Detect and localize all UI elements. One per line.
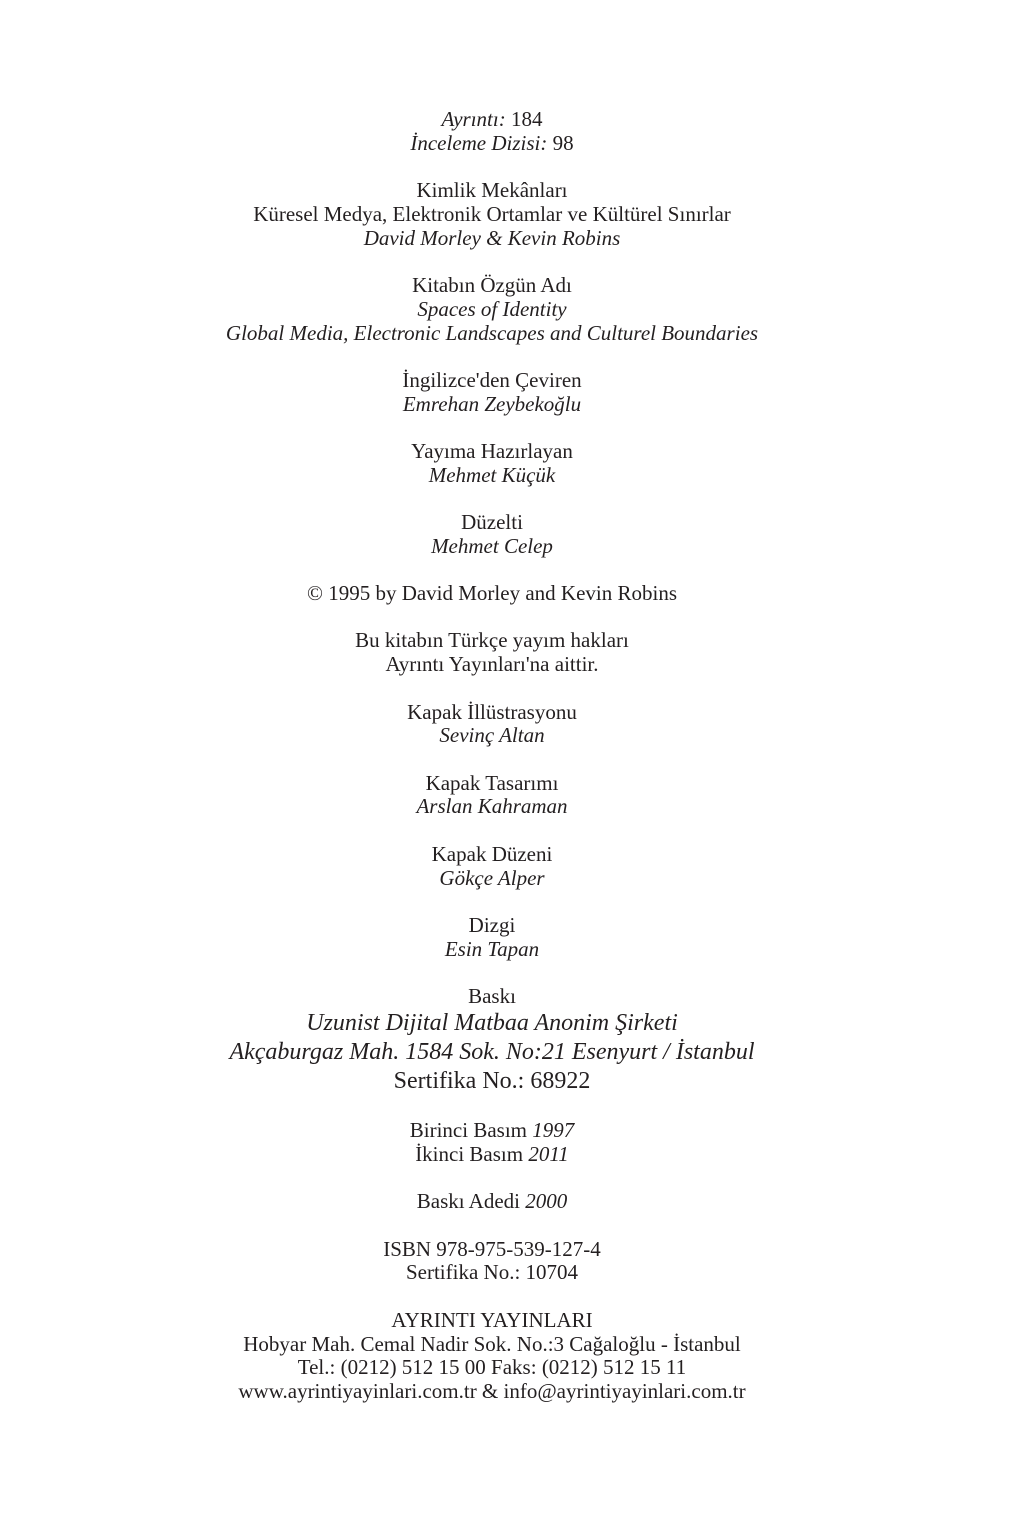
book-subtitle: Küresel Medya, Elektronik Ortamlar ve Kültürel Sınırlar [253,201,731,226]
book-authors: David Morley & Kevin Robins [363,225,621,250]
second-edition-year: 2011 [528,1142,569,1167]
cover-illustration-name: Sevinç Altan [439,723,545,748]
copyright-notice: © 1995 by David Morley and Kevin Robins [306,581,677,606]
series-ayrinti-label: Ayrıntı: [441,107,506,131]
series-ayrinti [0,108,984,132]
publisher-phone: Tel.: (0212) 512 15 00 Faks: (0212) 512 15 11 [297,1355,687,1380]
editor-label: Yayıma Hazırlayan [411,438,573,463]
publisher-web: www.ayrintiyayinlari.com.tr & info@ayrintiyayinlari.com.tr [238,1379,746,1404]
isbn: ISBN 978-975-539-127-4 [383,1236,601,1261]
rights-line-2: Ayrıntı Yayınları'na aittir. [385,652,599,677]
publisher-name: AYRINTI YAYINLARI [391,1307,593,1332]
publisher-certificate: Sertifika No.: 10704 [405,1260,579,1285]
translator-label: İngilizce'den Çeviren [402,367,582,392]
cover-layout-name: Gökçe Alper [439,865,545,890]
second-edition [0,1143,984,1167]
cover-design-label: Kapak Tasarımı [425,770,559,795]
printer-address: Akçaburgaz Mah. 1584 Sok. No:21 Esenyurt / İstanbul [229,1038,755,1065]
rights-line-1: Bu kitabın Türkçe yayım hakları [355,628,629,653]
printer-name: Uzunist Dijital Matbaa Anonim Şirketi [306,1009,678,1036]
cover-illustration-label: Kapak İllüstrasyonu [407,699,577,724]
first-edition-label: Birinci Basım [409,1118,527,1143]
original-subtitle: Global Media, Electronic Landscapes and Culturel Boundaries [225,320,759,345]
first-edition [0,1119,984,1143]
series-inceleme-number: 98 [552,130,574,155]
imprint-block [0,108,984,1404]
print-run [0,1190,984,1214]
printing-label: Baskı [468,983,516,1008]
proofreading-name: Mehmet Celep [431,533,553,558]
cover-layout-label: Kapak Düzeni [431,841,553,866]
cover-design-name: Arslan Kahraman [416,794,568,819]
publisher-address: Hobyar Mah. Cemal Nadir Sok. No.:3 Cağaloğlu - İstanbul [243,1331,741,1356]
typesetting-name: Esin Tapan [444,936,540,961]
book-title: Kimlik Mekânları [416,178,568,203]
second-edition-label: İkinci Basım [415,1142,524,1167]
print-run-value: 2000 [525,1189,568,1214]
series-inceleme-label: İnceleme Dizisi: [410,130,548,155]
series-ayrinti-number: 184 [510,107,543,131]
typesetting-label: Dizgi [468,912,516,937]
translator-name: Emrehan Zeybekoğlu [402,391,582,416]
printer-certificate: Sertifika No.: 68922 [393,1067,591,1094]
print-run-label: Baskı Adedi [416,1189,520,1214]
first-edition-year: 1997 [532,1118,575,1143]
series-inceleme [0,132,984,156]
proofreading-label: Düzelti [461,510,523,535]
editor-name: Mehmet Küçük [428,462,556,487]
original-title: Spaces of Identity [417,296,567,321]
original-title-label: Kitabın Özgün Adı [412,272,572,297]
